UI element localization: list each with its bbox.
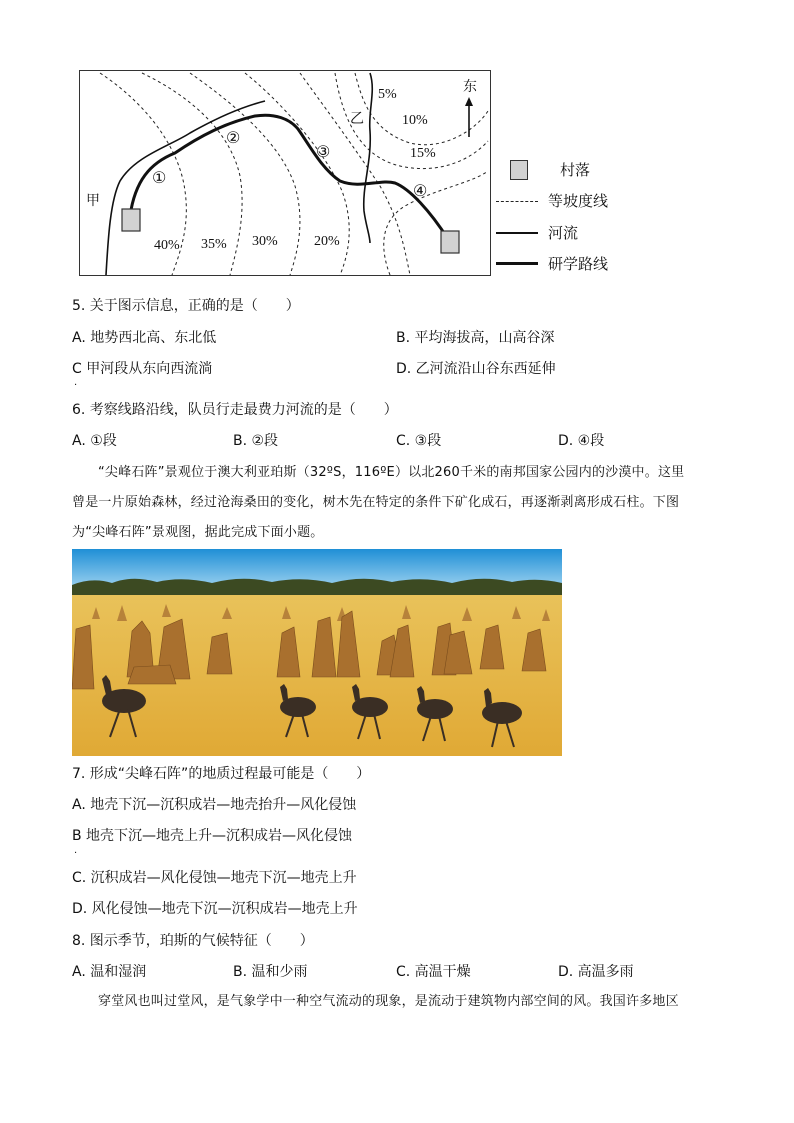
label-seg3: ③ — [316, 144, 331, 161]
label-10pct: 10% — [402, 113, 428, 128]
q5-stem: 5. 关于图示信息，正确的是（ ） — [72, 298, 300, 314]
legend-village-label: 村落 — [560, 161, 591, 179]
passage-line-2: 曾是一片原始森林，经过沧海桑田的变化，树木先在特定的条件下矿化成石，再逐渐剥离形成石柱。下图 — [72, 495, 680, 510]
legend-village — [508, 160, 590, 180]
q5-option-d: D. 乙河流沿山谷东西延伸 — [396, 361, 556, 377]
passage-line-1: “尖峰石阵”景观位于澳大利亚珀斯（32ºS，116ºE）以北260千米的南邦国家公园内的沙漠中。这里 — [98, 465, 685, 480]
legend-route-label: 研学路线 — [548, 255, 609, 273]
route-line-icon — [496, 254, 542, 274]
map-legend — [508, 158, 638, 278]
river-line-icon — [496, 223, 542, 243]
east-arrow — [465, 97, 473, 137]
legend-slope-label: 等坡度线 — [548, 192, 609, 210]
q7-stem: 7. 形成“尖峰石阵”的地质过程最可能是（ ） — [72, 766, 371, 782]
q5-option-c: C 甲河段从东向西流淌 — [72, 361, 213, 377]
legend-river — [496, 223, 578, 243]
q6-option-a: A. ①段 — [72, 433, 117, 449]
q7-option-c: C. 沉积成岩—风化侵蚀—地壳下沉—地壳上升 — [72, 870, 357, 886]
q7-option-b: B 地壳下沉—地壳上升—沉积成岩—风化侵蚀 — [72, 828, 353, 844]
q7-option-d: D. 风化侵蚀—地壳下沉—沉积成岩—地壳上升 — [72, 901, 358, 917]
village-icon — [508, 160, 554, 180]
q7-option-a: A. 地壳下沉—沉积成岩—地壳抬升—风化侵蚀 — [72, 797, 357, 813]
stray-dot: . — [74, 377, 78, 388]
river-yi — [364, 73, 373, 243]
q6-option-d: D. ④段 — [558, 433, 605, 449]
q8-option-a: A. 温和湿润 — [72, 964, 147, 980]
q8-option-b: B. 温和少雨 — [233, 964, 308, 980]
label-yi: 乙 — [350, 112, 364, 127]
dashed-line-icon — [496, 191, 542, 211]
q8-option-c: C. 高温干燥 — [396, 964, 471, 980]
passage2-line-1: 穿堂风也叫过堂风，是气象学中一种空气流动的现象，是流动于建筑物内部空间的风。我国许多地区 — [98, 994, 679, 1009]
passage-pinnacles — [72, 458, 722, 548]
terrain-map-svg — [80, 71, 490, 275]
label-seg1: ① — [152, 170, 167, 187]
stray-dot-2: . — [74, 845, 78, 856]
q6-option-b: B. ②段 — [233, 433, 279, 449]
pinnacles-photo-svg — [72, 549, 562, 756]
label-5pct: 5% — [378, 87, 397, 102]
q8-option-d: D. 高温多雨 — [558, 964, 634, 980]
terrain-map — [79, 70, 491, 276]
q5-option-a: A. 地势西北高、东北低 — [72, 330, 217, 346]
study-route — [130, 115, 448, 239]
q8-stem: 8. 图示季节，珀斯的气候特征（ ） — [72, 933, 314, 949]
label-35pct: 35% — [201, 237, 227, 252]
legend-route — [496, 254, 608, 274]
label-seg4: ④ — [413, 183, 428, 200]
passage-draft-wind — [72, 987, 722, 1017]
label-east: 东 — [463, 80, 477, 95]
label-40pct: 40% — [154, 238, 180, 253]
q6-stem: 6. 考察线路沿线，队员行走最费力河流的是（ ） — [72, 402, 398, 418]
legend-slope-line — [496, 191, 608, 211]
label-seg2: ② — [226, 130, 241, 147]
village-west — [122, 209, 140, 231]
label-20pct: 20% — [314, 234, 340, 249]
legend-river-label: 河流 — [548, 224, 579, 242]
pinnacles-photo — [72, 549, 562, 756]
label-15pct: 15% — [410, 146, 436, 161]
label-30pct: 30% — [252, 234, 278, 249]
q6-option-c: C. ③段 — [396, 433, 442, 449]
label-jia: 甲 — [86, 194, 100, 209]
passage-line-3: 为“尖峰石阵”景观图，据此完成下面小题。 — [72, 525, 324, 540]
river-jia — [106, 101, 265, 275]
q5-option-b: B. 平均海拔高，山高谷深 — [396, 330, 555, 346]
village-east — [441, 231, 459, 253]
